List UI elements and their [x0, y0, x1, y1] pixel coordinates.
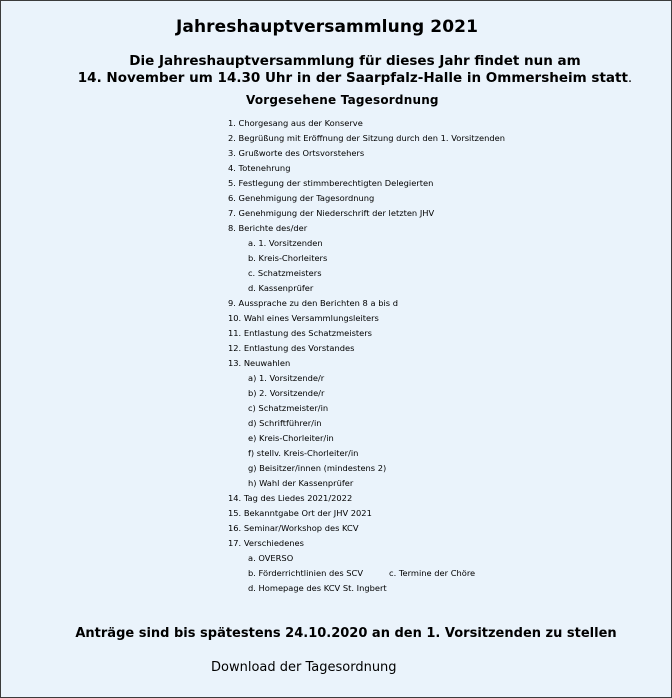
agenda-item: 4. Totenehrung: [228, 163, 291, 173]
intro-line-1: Die Jahreshauptversammlung für dieses Jahr findet nun am: [129, 53, 581, 69]
agenda-item: 9. Aussprache zu den Berichten 8 a bis d: [228, 298, 398, 308]
intro-line-2: [1, 70, 672, 87]
agenda-item: 11. Entlastung des Schatzmeisters: [228, 328, 372, 338]
agenda-heading: Vorgesehene Tagesordnung: [246, 93, 439, 107]
agenda-item: 16. Seminar/Workshop des KCV: [228, 523, 359, 533]
agenda-item: 3. Grußworte des Ortsvorstehers: [228, 148, 365, 158]
agenda-subitem: g) Beisitzer/innen (mindestens 2): [248, 463, 387, 473]
agenda-subitem: a) 1. Vorsitzende/r: [248, 373, 325, 383]
agenda-subitem: d) Schriftführer/in: [248, 418, 322, 428]
agenda-item: 15. Bekanntgabe Ort der JHV 2021: [228, 508, 372, 518]
agenda-subitem: a. 1. Vorsitzenden: [248, 238, 323, 248]
agenda-subitem: c. Schatzmeisters: [248, 268, 322, 278]
agenda-subitem: b) 2. Vorsitzende/r: [248, 388, 325, 398]
agenda-list: [228, 116, 528, 596]
agenda-subitem: d. Homepage des KCV St. Ingbert: [248, 583, 387, 593]
agenda-subitem: c) Schatzmeister/in: [248, 403, 329, 413]
agenda-subitem: b. Kreis-Chorleiters: [248, 253, 328, 263]
intro-line-2-period: .: [627, 70, 633, 86]
intro-announcement: [1, 53, 672, 87]
agenda-item: 10. Wahl eines Versammlungsleiters: [228, 313, 379, 323]
agenda-item: 17. Verschiedenes: [228, 538, 304, 548]
agenda-subitem: f) stellv. Kreis-Chorleiter/in: [248, 448, 359, 458]
intro-line-2-text: 14. November um 14.30 Uhr in der Saarpfalz-Halle in Ommersheim statt: [77, 70, 628, 86]
agenda-item: 1. Chorgesang aus der Konserve: [228, 118, 363, 128]
agenda-subitem: a. OVERSO: [248, 553, 294, 563]
agenda-subitem: d. Kassenprüfer: [248, 283, 314, 293]
agenda-subitem-row: [228, 566, 528, 581]
agenda-item: 12. Entlastung des Vorstandes: [228, 343, 355, 353]
agenda-subitem: h) Wahl der Kassenprüfer: [248, 478, 354, 488]
agenda-item: 5. Festlegung der stimmberechtigten Delegierten: [228, 178, 434, 188]
agenda-item: 6. Genehmigung der Tagesordnung: [228, 193, 375, 203]
agenda-item: 14. Tag des Liedes 2021/2022: [228, 493, 353, 503]
agenda-subitem: c. Termine der Chöre: [389, 568, 476, 578]
agenda-item: 13. Neuwahlen: [228, 358, 291, 368]
agenda-item: 7. Genehmigung der Niederschrift der letzten JHV: [228, 208, 435, 218]
page-title: Jahreshauptversammlung 2021: [175, 17, 479, 37]
application-deadline-note: Anträge sind bis spätestens 24.10.2020 an den 1. Vorsitzenden zu stellen: [75, 626, 617, 641]
agenda-item: 2. Begrüßung mit Eröffnung der Sitzung durch den 1. Vorsitzenden: [228, 133, 505, 143]
agenda-subitem: e) Kreis-Chorleiter/in: [248, 433, 334, 443]
download-agenda-link[interactable]: Download der Tagesordnung: [211, 660, 397, 675]
agenda-subitem: b. Förderrichtlinien des SCV: [248, 568, 364, 578]
agenda-item: 8. Berichte des/der: [228, 223, 308, 233]
